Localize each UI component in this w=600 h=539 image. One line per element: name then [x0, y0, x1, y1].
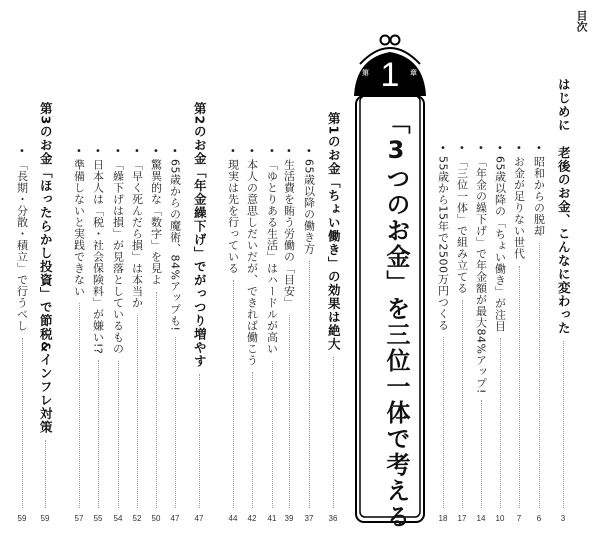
page-number: 47: [170, 514, 180, 523]
toc-entry[interactable]: [165, 148, 185, 508]
toc-entry-text: 「ゆとりある生活」はハードルが高い: [265, 159, 279, 355]
toc-entry-text: 昭和からの脱却: [532, 156, 546, 237]
page-number: 50: [151, 514, 161, 523]
toc-entry-section-heading[interactable]: [189, 102, 209, 508]
toc-entry-text: 「早く死んだら損」は本当か: [130, 159, 144, 309]
bullet-icon: •: [230, 146, 236, 157]
dotted-leader: [175, 337, 176, 508]
bullet-icon: •: [19, 146, 25, 157]
chapter-number: 1: [380, 56, 400, 94]
toc-entry-text: お金が足りない世代: [512, 156, 526, 260]
page-number: 42: [247, 514, 257, 523]
toc-entry[interactable]: [69, 148, 89, 508]
bullet-icon: •: [249, 146, 255, 157]
toc-entry[interactable]: [108, 148, 128, 508]
dotted-leader: [79, 303, 80, 508]
page-number: 3: [560, 514, 566, 523]
toc-entry-text: 55歳から15年で2500万円つくる: [436, 156, 450, 331]
toc-entry-section-heading[interactable]: [35, 102, 55, 508]
section-heading: 第3のお金「ほったらかし投資」で節税&インフレ対策: [38, 102, 54, 435]
page-number: 44: [228, 514, 238, 523]
page-number: 59: [40, 514, 50, 523]
toc-entry-text: 日本人は「税・社会保険料」が嫌い!?: [91, 159, 105, 355]
toc-entry-text: 「長期・分散・積立」で行うべし: [15, 159, 29, 332]
dotted-leader: [563, 341, 564, 508]
toc-entry-text: 65歳からの魔術、84%アップも!: [168, 159, 182, 332]
toc-entry-text: 準備しないと実践できない: [72, 159, 86, 297]
page-number: 17: [457, 514, 467, 523]
dotted-leader: [118, 361, 119, 509]
page-number: 14: [476, 514, 486, 523]
page-number: 59: [17, 514, 27, 523]
dotted-leader: [500, 338, 501, 508]
dotted-leader: [156, 292, 157, 509]
bullet-icon: •: [536, 143, 542, 154]
dotted-leader: [199, 374, 200, 508]
bullet-icon: •: [497, 143, 503, 154]
page-number: 57: [74, 514, 84, 523]
page-number: 52: [132, 514, 142, 523]
dotted-leader: [22, 338, 23, 509]
bullet-icon: •: [76, 146, 82, 157]
toc-entry[interactable]: [279, 148, 299, 508]
page-number: 7: [516, 514, 522, 523]
bullet-icon: •: [134, 146, 140, 157]
bullet-icon: •: [516, 143, 522, 154]
toc-entry-intro-heading[interactable]: [553, 78, 573, 508]
page-number: 18: [438, 514, 448, 523]
toc-entry-text: 本人の意思しだいだが、できれば働こう: [245, 159, 259, 366]
page-number: 39: [284, 514, 294, 523]
toc-entry[interactable]: [490, 145, 510, 508]
bullet-icon: •: [286, 146, 292, 157]
dotted-leader: [252, 372, 253, 508]
dotted-leader: [98, 360, 99, 508]
toc-entry[interactable]: [529, 145, 549, 508]
toc-entry-text: 驚異的な「数字」を見よ: [149, 159, 163, 286]
toc-entry-text: 65歳以降の「ちょい働き」が注目: [493, 156, 507, 332]
bullet-icon: •: [269, 146, 275, 157]
page-number: 6: [536, 514, 542, 523]
bullet-icon: •: [95, 146, 101, 157]
dotted-leader: [137, 315, 138, 509]
toc-entry[interactable]: [146, 148, 166, 508]
intro-label: はじめに: [556, 78, 572, 132]
bullet-icon: •: [459, 143, 465, 154]
dotted-leader: [519, 266, 520, 509]
dotted-leader: [333, 357, 334, 508]
toc-entry[interactable]: [262, 148, 282, 508]
dotted-leader: [539, 243, 540, 509]
dotted-leader: [443, 337, 444, 508]
toc-entry-text: 「年金の繰下げ」で年金額が最大84%アップ!: [474, 156, 488, 394]
page-number: 54: [113, 514, 123, 523]
toc-entry-section-heading[interactable]: [323, 112, 343, 508]
dotted-leader: [45, 440, 46, 508]
toc-entry[interactable]: [433, 145, 453, 508]
page-number: 36: [328, 514, 338, 523]
toc-entry[interactable]: [127, 148, 147, 508]
toc-entry-text: 65歳以降の働き方: [302, 159, 316, 255]
toc-entry[interactable]: [452, 145, 472, 508]
toc-entry[interactable]: [12, 148, 32, 508]
bullet-icon: •: [306, 146, 312, 157]
toc-entry[interactable]: [88, 148, 108, 508]
dotted-leader: [462, 300, 463, 508]
toc-entry[interactable]: [299, 148, 319, 508]
page-number: 47: [194, 514, 204, 523]
bullet-icon: •: [478, 143, 484, 154]
toc-entry-text: 「繰下げは損」が見落としているもの: [111, 159, 125, 355]
page-number: 37: [304, 514, 314, 523]
dotted-leader: [233, 280, 234, 508]
toc-entry-text: 「三位一体」で組み立てる: [455, 156, 469, 294]
dotted-leader: [289, 315, 290, 509]
toc-entry-text: 生活費を賄う労働の「目安」: [282, 159, 296, 309]
bullet-icon: •: [440, 143, 446, 154]
dotted-leader: [309, 261, 310, 509]
toc-entry[interactable]: [509, 145, 529, 508]
bullet-icon: •: [153, 146, 159, 157]
toc-entry[interactable]: [223, 148, 243, 508]
dotted-leader: [481, 400, 482, 508]
chapter-suffix: 章: [410, 69, 417, 77]
toc-entry-text: 現実は先を行っている: [226, 159, 240, 274]
page-number: 41: [267, 514, 277, 523]
toc-entry[interactable]: [242, 148, 262, 508]
page-number: 10: [495, 514, 505, 523]
dotted-leader: [272, 361, 273, 509]
bullet-icon: •: [172, 146, 178, 157]
bullet-icon: •: [115, 146, 121, 157]
chapter-title[interactable]: 「3つのお金」を三位一体で考える: [382, 110, 410, 530]
toc-title: 目次: [575, 10, 588, 32]
section-heading: 第2のお金「年金繰下げ」でがっつり増やす: [192, 102, 208, 369]
page-number: 55: [93, 514, 103, 523]
section-heading: 第1のお金「ちょい働き」の効果は絶大: [326, 112, 342, 352]
intro-heading: 老後のお金、こんなに変わった: [556, 146, 572, 335]
toc-entry[interactable]: [471, 145, 491, 508]
chapter-prefix: 第: [362, 69, 369, 77]
